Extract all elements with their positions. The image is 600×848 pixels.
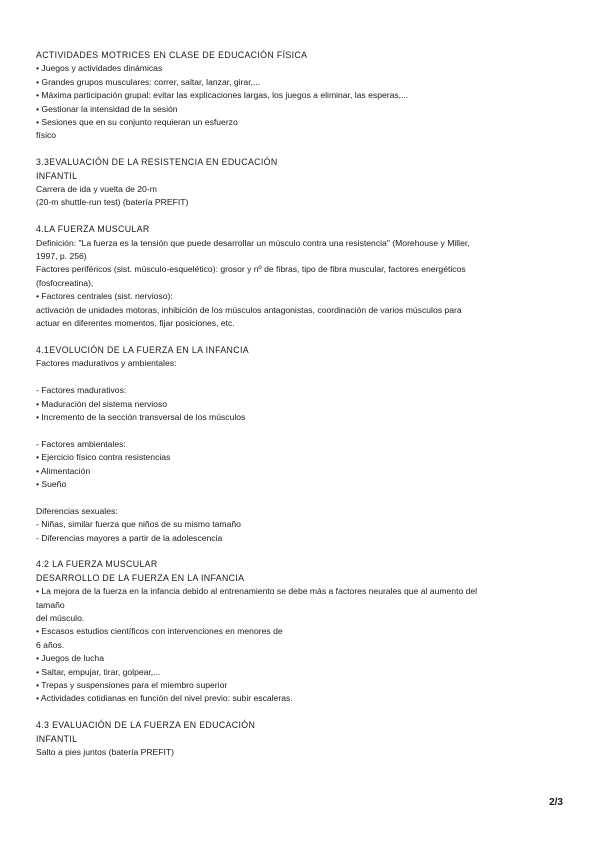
spacer (36, 424, 566, 437)
text-line: (20-m shuttle-run test) (batería PREFIT) (36, 197, 189, 208)
text-line: Definición: "La fuerza es la tensión que puede desarrollar un músculo contra una resistencia" (Morehouse y Miller, (36, 237, 470, 248)
section-title-resistencia-cont: INFANTIL (36, 170, 78, 181)
text-line: (fosfocreatina), (36, 277, 94, 288)
spacer (36, 371, 566, 384)
list-item: tamaño (36, 599, 65, 610)
list-item: • Alimentación (36, 465, 91, 476)
text-line: actuar en diferentes momentos, fijar posiciones, etc. (36, 318, 235, 329)
spacer (36, 331, 566, 344)
section-title-fuerza-muscular: 4.2 LA FUERZA MUSCULAR (36, 559, 158, 570)
text-line: Carrera de ida y vuelta de 20-m (36, 184, 157, 195)
spacer (36, 491, 566, 504)
section-title-actividades: ACTIVIDADES MOTRICES EN CLASE DE EDUCACIÓN FÍSICA (36, 50, 308, 60)
list-item: • Juegos y actividades dinámicas (36, 63, 163, 74)
list-item: • La mejora de la fuerza en la infancia debido al entrenamiento se debe más a factores neurales que al aumento del (36, 586, 478, 597)
list-item: • Actividades cotidianas en función del nivel previo: subir escaleras. (36, 693, 293, 704)
spacer (36, 210, 566, 223)
list-item: • Maduración del sistema nervioso (36, 398, 168, 409)
list-item: • Incremento de la sección transversal de los músculos (36, 411, 246, 422)
list-item: • Sesiones que en su conjunto requieran un esfuerzo (36, 117, 238, 128)
list-item: • Sueño (36, 478, 67, 489)
list-item: • Grandes grupos musculares: correr, saltar, lanzar, girar,... (36, 76, 261, 87)
list-item: 6 años. (36, 639, 65, 650)
section-title-fuerza: 4.LA FUERZA MUSCULAR (36, 224, 150, 235)
spacer (36, 143, 566, 156)
list-item: - Diferencias mayores a partir de la adolescencia (36, 532, 223, 543)
list-item: • Máxima participación grupal: evitar las explicaciones largas, los juegos a eliminar, las esperas,... (36, 90, 409, 101)
spacer (36, 545, 566, 558)
list-heading: - Factores ambientales: (36, 438, 126, 449)
spacer (36, 706, 566, 719)
document-page (36, 49, 566, 759)
list-item: - Niñas, similar fuerza que niños de su mismo tamaño (36, 519, 241, 530)
section-title-resistencia: 3.3EVALUACIÓN DE LA RESISTENCIA EN EDUCACIÓN (36, 157, 278, 168)
list-item: • Escasos estudios científicos con intervenciones en menores de (36, 626, 283, 637)
list-heading: Diferencias sexuales: (36, 505, 118, 516)
list-item: físico (36, 130, 57, 141)
section-title-evaluacion-fuerza: 4.3 EVALUACIÓN DE LA FUERZA EN EDUCACIÓN (36, 720, 256, 731)
list-item: • Juegos de lucha (36, 653, 104, 664)
page-number: 2/3 (549, 797, 563, 808)
text-line: activación de unidades motoras, inhibición de los músculos antagonistas, coordinación de varios músculos para (36, 304, 462, 315)
list-item: • Gestionar la intensidad de la sesión (36, 103, 178, 114)
text-line: 1997, p. 256) (36, 251, 87, 262)
text-line: • Factores centrales (sist. nervioso): (36, 291, 173, 302)
text-line: Salto a pies juntos (batería PREFIT) (36, 747, 175, 757)
list-item: del músculo. (36, 612, 85, 623)
list-item: • Saltar, empujar, tirar, golpear,... (36, 666, 161, 677)
list-item: • Trepas y suspensiones para el miembro superior (36, 679, 228, 690)
list-item: • Ejercicio físico contra resistencias (36, 452, 171, 463)
subtitle: Factores madurativos y ambientales: (36, 358, 177, 369)
section-title-evolucion: 4.1EVOLUCIÓN DE LA FUERZA EN LA INFANCIA (36, 344, 249, 355)
text-line: Factores periféricos (sist. músculo-esquelético): grosor y nº de fibras, tipo de fibra muscular, factores energéticos (36, 264, 466, 275)
section-title-desarrollo: DESARROLLO DE LA FUERZA EN LA INFANCIA (36, 572, 245, 583)
section-title-evaluacion-fuerza-cont: INFANTIL (36, 733, 78, 744)
list-heading: - Factores madurativos: (36, 385, 127, 396)
